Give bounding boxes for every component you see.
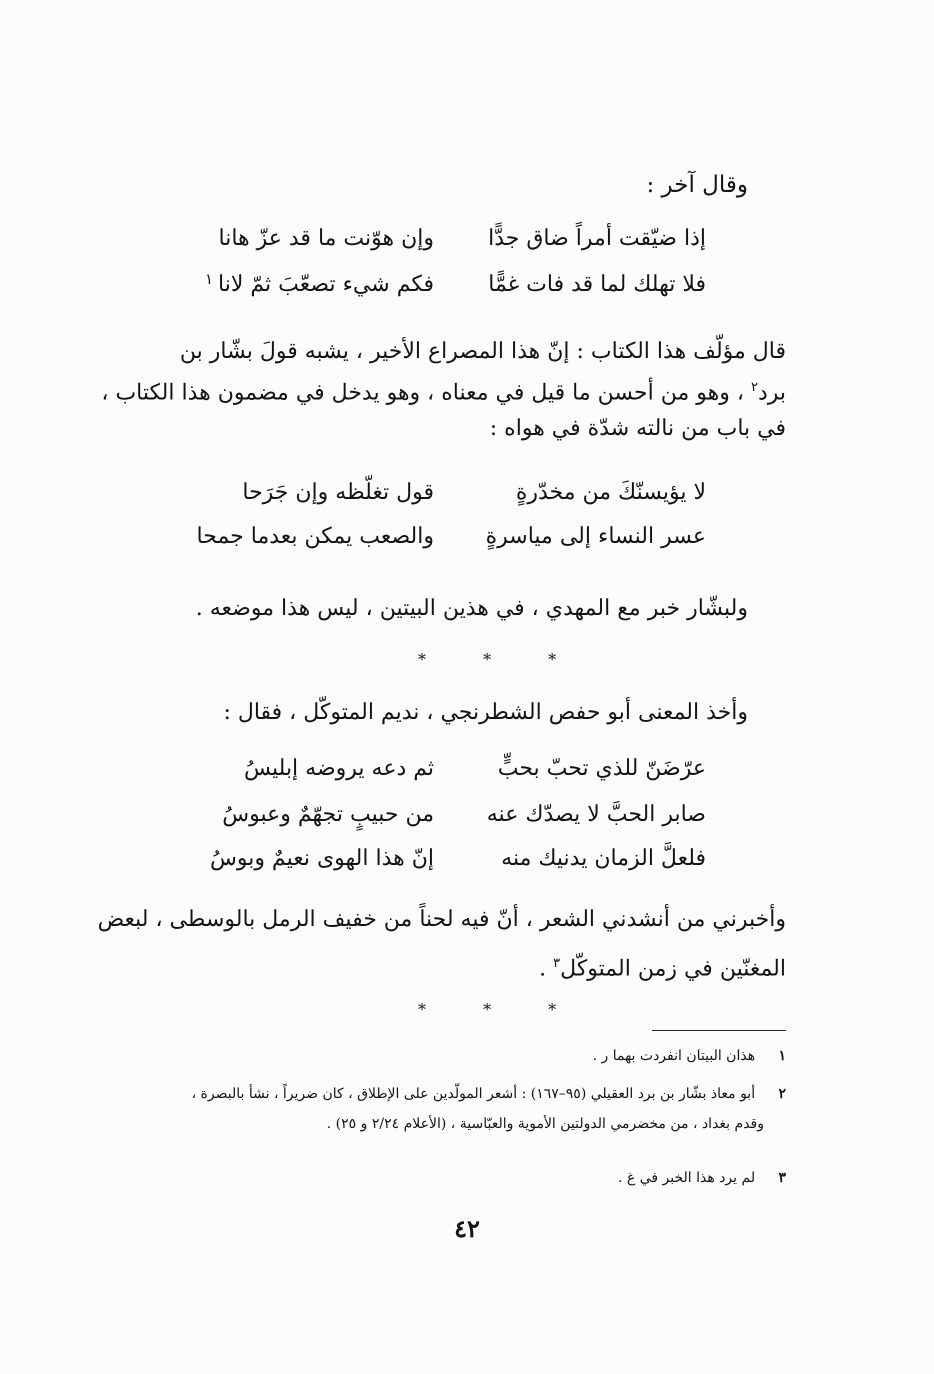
paragraph-line: قال مؤلّف هذا الكتاب : إنّ هذا المصراع الأخير ، يشبه قولَ بشّار بن: [179, 339, 786, 364]
footnote: [593, 1048, 786, 1064]
footnote-text: أبو معاذ بشّار بن برد العقيلي (٩٥–١٦٧) : أشعر المولّدين على الإطلاق ، كان ضريراً ، نشأ بالبصرة ،: [191, 1086, 756, 1102]
verse-hemistich: فلعلَّ الزمان يدنيك منه: [501, 846, 706, 871]
verse-hemistich: عرّضَنّ للذي تحبّ بحبٍّ: [497, 756, 706, 781]
text-span: برد: [757, 380, 786, 406]
section-separator: * * *: [418, 1000, 583, 1019]
paragraph-2: ولبشّار خبر مع المهدي ، في هذين البيتين ، ليس هذا موضعه .: [195, 596, 748, 621]
paragraph-line: [101, 370, 786, 411]
footnote-text: لم يرد هذا الخبر في غ .: [618, 1170, 756, 1186]
paragraph-line: في باب من نالته شدّة في هواه :: [489, 416, 786, 442]
verse-hemistich: قول تغلّظه وإن جَرَحا: [242, 480, 434, 505]
verse-hemistich: فكم شيء تصعّبَ ثمّ لانا: [218, 272, 434, 297]
footnote-text: وقدم بغداد ، من مخضرمي الدولتين الأموية والعبّاسية ، (الأعلام ٢/٢٤ و ٢٥) .: [326, 1116, 764, 1132]
intro-line: وقال آخر :: [646, 172, 748, 198]
verse-hemistich: فلا تهلك لما قد فات غمًّا: [488, 272, 706, 297]
footnote: [126, 1086, 786, 1132]
paragraph-1: [101, 334, 786, 447]
footnote-rule: [652, 1030, 786, 1031]
verse-hemistich: من حبيبٍ تجهّمٌ وعبوسُ: [222, 802, 434, 827]
text-span: .: [539, 956, 554, 982]
footnote-text: هذان البيتان انفردت بهما ر .: [592, 1048, 756, 1064]
verse-hemistich: والصعب يمكن بعدما جمحا: [196, 524, 434, 549]
footnote-number: ٣: [778, 1170, 786, 1186]
page-number: ٤٢: [454, 1214, 480, 1243]
paragraph-line: وأخبرني من أنشدني الشعر ، أنّ فيه لحناً من خفيف الرمل بالوسطى ، لبعض: [97, 907, 786, 932]
verse-hemistich: إنّ هذا الهوى نعيمٌ وبوسُ: [209, 846, 434, 871]
footnote-number: ٢: [778, 1086, 786, 1102]
section-separator: * * *: [418, 650, 583, 669]
footnote-number: ١: [778, 1048, 786, 1064]
footnote-marker: ٣: [553, 956, 561, 971]
paragraph-4: [97, 902, 786, 987]
footnote-marker: ٢: [750, 380, 758, 395]
footnote-marker: ١: [205, 270, 214, 288]
text-span: المغنّين في زمن المتوكّل: [560, 956, 786, 982]
verse-hemistich: ثم دعه يروضه إبليسُ: [243, 756, 434, 781]
verse-hemistich: عسر النساء إلى مياسرةٍ: [485, 524, 706, 549]
verse-hemistich: وإن هوّنت ما قد عزّ هانا: [218, 226, 434, 251]
verse-hemistich: لا يؤيسنّكَ من مخدّرةٍ: [515, 480, 706, 505]
verse-hemistich: إذا ضيّقت أمراً ضاق جدًّا: [488, 226, 706, 251]
footnote: [618, 1170, 786, 1186]
paragraph-line: [126, 946, 786, 987]
verse-hemistich: صابر الحبَّ لا يصدّك عنه: [486, 802, 706, 827]
text-span: ، وهو من أحسن ما قيل في معناه ، وهو يدخل في مضمون هذا الكتاب ،: [101, 380, 751, 406]
paragraph-3: وأخذ المعنى أبو حفص الشطرنجي ، نديم المتوكّل ، فقال :: [223, 700, 748, 725]
